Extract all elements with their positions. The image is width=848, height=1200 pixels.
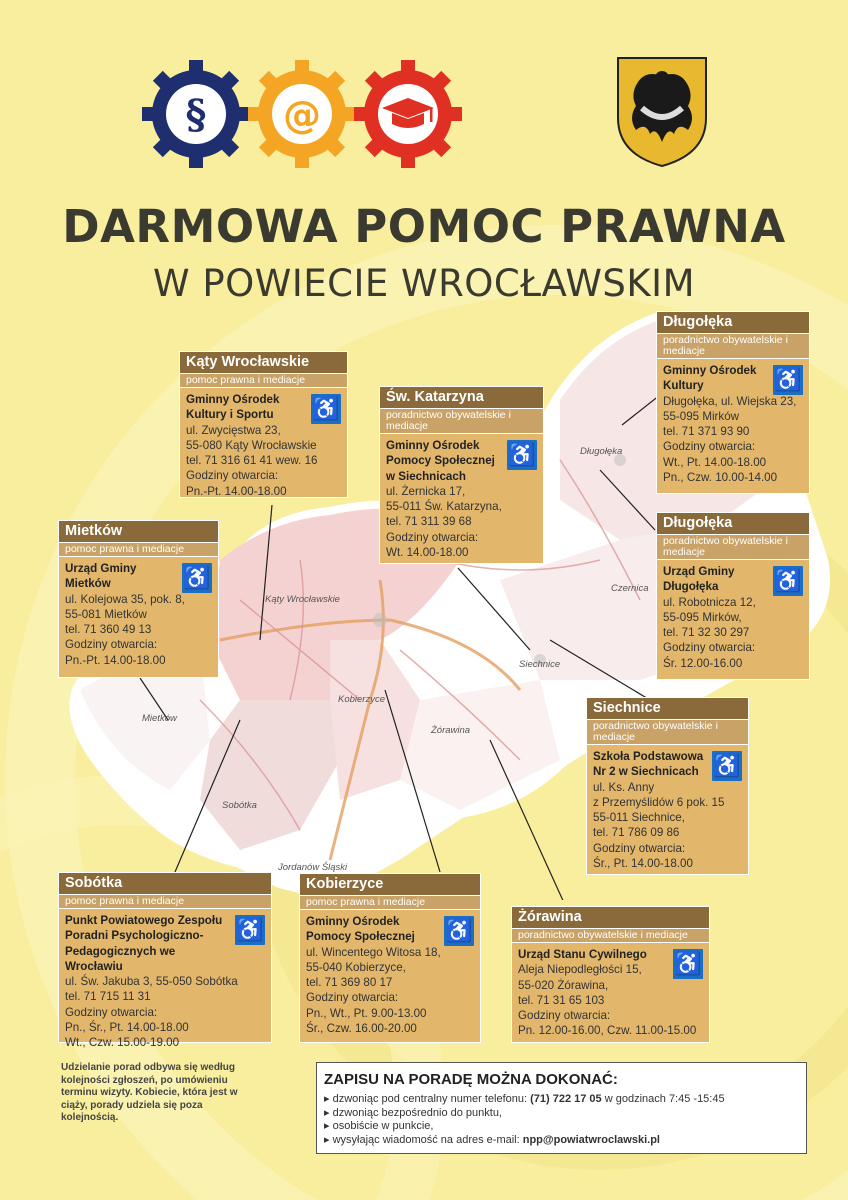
address-line: ul. Wincentego Witosa 18, [306,945,441,959]
registration-item-in-person [324,1120,799,1134]
hours-label: Godziny otwarcia: [663,641,756,655]
registration-title: ZAPISU NA PORADĘ MOŻNA DOKONAĆ: [324,1071,618,1088]
queue-note: Udzielanie porad odbywa się według kolejności zgłoszeń, po umówieniu terminu wizyty. Kobiecie, która jest w ciąży, porady udziela się poza kolejnością. [61,1062,238,1123]
address-line: ul. Żernicka 17, [386,484,466,498]
point-card-header: Kąty Wrocławskie [180,352,347,373]
hours-label: Godziny otwarcia: [65,638,158,652]
hours-line: Śr., Czw. 16.00-20.00 [306,1022,417,1036]
phone-line: tel. 71 31 65 103 [518,993,605,1007]
address-line: 55-095 Mirków [663,409,740,423]
hours-line: Pn., Wt., Pt. 9.00-13.00 [306,1006,427,1020]
registration-item-direct [324,1107,799,1121]
coat-of-arms-logo [616,56,708,168]
point-card-service: pomoc prawna i mediacje [59,894,271,909]
address-line: ul. Św. Jakuba 3, 55-050 Sobótka [65,975,238,989]
phone-line: tel. 71 32 30 297 [663,626,750,640]
point-card-service: poradnictwo obywatelskie i mediacje [657,333,809,359]
map-label-siechnice: Siechnice [519,659,561,670]
hours-line: Pn.-Pt. 14.00-18.00 [186,484,287,498]
hours-label: Godziny otwarcia: [306,991,399,1005]
registration-box [316,1062,807,1154]
map-label-kobierzyce: Kobierzyce [338,694,385,705]
point-card-service: poradnictwo obywatelskie i mediacje [380,408,543,434]
registration-text: osobiście w punkcie, [332,1120,434,1132]
hours-label: Godziny otwarcia: [386,530,479,544]
bullet-icon: ▸ [324,1106,330,1119]
point-card-header: Długołęka [657,513,809,534]
point-card-zorawina [511,906,710,1043]
hours-line: Wt., Czw. 15.00-19.00 [65,1036,180,1050]
phone-line: tel. 71 369 80 17 [306,976,393,990]
gear-orange-icon [246,58,358,170]
bullet-icon: ▸ [324,1120,330,1132]
at-sign-icon: @ [283,93,321,137]
address-line: 55-011 Św. Katarzyna, [386,500,502,514]
registration-text: w godzinach 7:45 -15:45 [604,1093,725,1105]
point-card-org: Gminny Ośrodek Pomocy Społecznej w Siechnicach [386,439,495,483]
central-phone[interactable]: (71) 722 17 05 [530,1093,602,1105]
phone-line: tel. 71 311 39 68 [386,515,472,529]
point-card-service: pomoc prawna i mediacje [180,373,347,388]
registration-text: dzwoniąc pod centralny numer telefonu: [332,1093,528,1105]
point-card-org: Urząd Stanu Cywilnego [518,948,647,961]
point-card-org: Urząd Gminy Mietków [65,562,137,591]
registration-item-phone [324,1093,799,1107]
wheelchair-icon: ♿ [311,394,341,424]
address-line: 55-095 Mirków, [663,610,742,624]
hours-line: Pn., Czw. 10.00-14.00 [663,471,778,485]
point-card-org: Szkoła Podstawowa Nr 2 w Siechnicach [593,750,704,779]
point-card-header: Długołęka [657,312,809,333]
point-card-service: poradnictwo obywatelskie i mediacje [657,534,809,560]
point-card-org: Gminny Ośrodek Kultury i Sportu [186,393,280,422]
hours-line: Pn., Śr., Pt. 14.00-18.00 [65,1021,189,1035]
hours-label: Godziny otwarcia: [518,1009,611,1023]
wheelchair-icon: ♿ [673,949,703,979]
page-subtitle: W POWIECIE WROCŁAWSKIM [152,262,696,305]
point-card-header: Siechnice [587,698,748,719]
address-line: ul. Zwycięstwa 23, [186,423,281,437]
address-line: ul. Robotnicza 12, [663,595,756,609]
registration-item-email [324,1134,799,1148]
phone-line: tel. 71 371 93 90 [663,425,750,439]
phone-line: tel. 71 715 11 31 [65,990,151,1004]
map-label-katy: Kąty Wrocławskie [265,594,340,605]
registration-text: dzwoniąc bezpośrednio do punktu, [332,1106,502,1119]
point-card-kobierzyce [299,873,481,1043]
point-card-org: Gminny Ośrodek Pomocy Społecznej [306,915,415,944]
point-card-service: poradnictwo obywatelskie i mediacje [512,928,709,943]
phone-line: tel. 71 786 09 86 [593,826,680,840]
hours-label: Godziny otwarcia: [663,440,756,454]
map-label-jordanow: Jordanów Śląski [278,862,348,873]
point-card-header: Sobótka [59,873,271,894]
address-line: 55-081 Mietków [65,607,147,621]
address-line: Aleja Niepodległości 15, [518,963,642,977]
point-card-header: Żórawina [512,907,709,928]
hours-label: Godziny otwarcia: [186,469,279,483]
point-card-dlugoleka-ug [656,512,810,680]
phone-line: tel. 71 316 61 41 wew. 16 [186,454,318,468]
point-card-sw-katarzyna [379,386,544,564]
point-card-header: Kobierzyce [300,874,480,895]
hours-line: Śr. 12.00-16.00 [663,656,743,670]
point-card-org: Punkt Powiatowego Zespołu Poradni Psychologiczno-Pedagogicznych we Wrocławiu [65,914,223,973]
gear-red-icon [352,58,464,170]
hours-line: Wt., Pt. 14.00-18.00 [663,455,767,469]
wheelchair-icon: ♿ [773,365,803,395]
bullet-icon: ▸ [324,1093,330,1105]
hours-label: Godziny otwarcia: [65,1005,158,1019]
phone-line: tel. 71 360 49 13 [65,623,152,637]
address-line: ul. Ks. Anny [593,780,655,794]
point-card-service: pomoc prawna i mediacje [300,895,480,910]
wheelchair-icon: ♿ [182,563,212,593]
wheelchair-icon: ♿ [773,566,803,596]
section-sign-icon: § [185,91,207,138]
hours-line: Wt. 14.00-18.00 [386,546,469,560]
hours-line: Pn. 12.00-16.00, Czw. 11.00-15.00 [518,1024,697,1038]
address-line: 55-020 Żórawina, [518,978,609,992]
hours-line: Pn.-Pt. 14.00-18.00 [65,653,166,667]
address-line: 55-040 Kobierzyce, [306,960,406,974]
hours-line: Śr., Pt. 14.00-18.00 [593,857,693,871]
registration-text: wysyłając wiadomość na adres e-mail: [332,1133,520,1146]
point-card-siechnice [586,697,749,875]
point-card-katy [179,351,348,498]
point-card-service: pomoc prawna i mediacje [59,542,218,557]
address-line: 55-080 Kąty Wrocławskie [186,438,317,452]
map-label-mietkow: Mietków [142,713,177,724]
address-line: ul. Kolejowa 35, pok. 8, [65,592,185,606]
map-label-czernica: Czernica [611,583,649,594]
bullet-icon: ▸ [324,1133,330,1146]
wheelchair-icon: ♿ [444,916,474,946]
gear-blue-icon [140,58,252,170]
map-label-zorawina: Żórawina [431,725,471,736]
point-card-mietkow [58,520,219,678]
point-card-org: Urząd Gminy Długołęka [663,565,735,594]
point-card-dlugoleka-gok [656,311,810,494]
map-label-dlugoleka: Długołęka [580,446,623,457]
hours-label: Godziny otwarcia: [593,841,686,855]
point-card-org: Gminny Ośrodek Kultury [663,364,757,393]
point-card-header: Mietków [59,521,218,542]
page-title: DARMOWA POMOC PRAWNA [62,200,786,253]
address-line: z Przemyślidów 6 pok. 15 [593,795,725,809]
wheelchair-icon: ♿ [235,915,265,945]
point-card-sobotka [58,872,272,1050]
point-card-service: poradnictwo obywatelskie i mediacje [587,719,748,745]
address-line: Długołęka, ul. Wiejska 23, [663,394,797,408]
address-line: 55-011 Siechnice, [593,811,685,825]
map-label-sobotka: Sobótka [222,800,257,811]
email-link[interactable]: npp@powiatwroclawski.pl [522,1133,660,1146]
point-card-header: Św. Katarzyna [380,387,543,408]
wheelchair-icon: ♿ [507,440,537,470]
wheelchair-icon: ♿ [712,751,742,781]
